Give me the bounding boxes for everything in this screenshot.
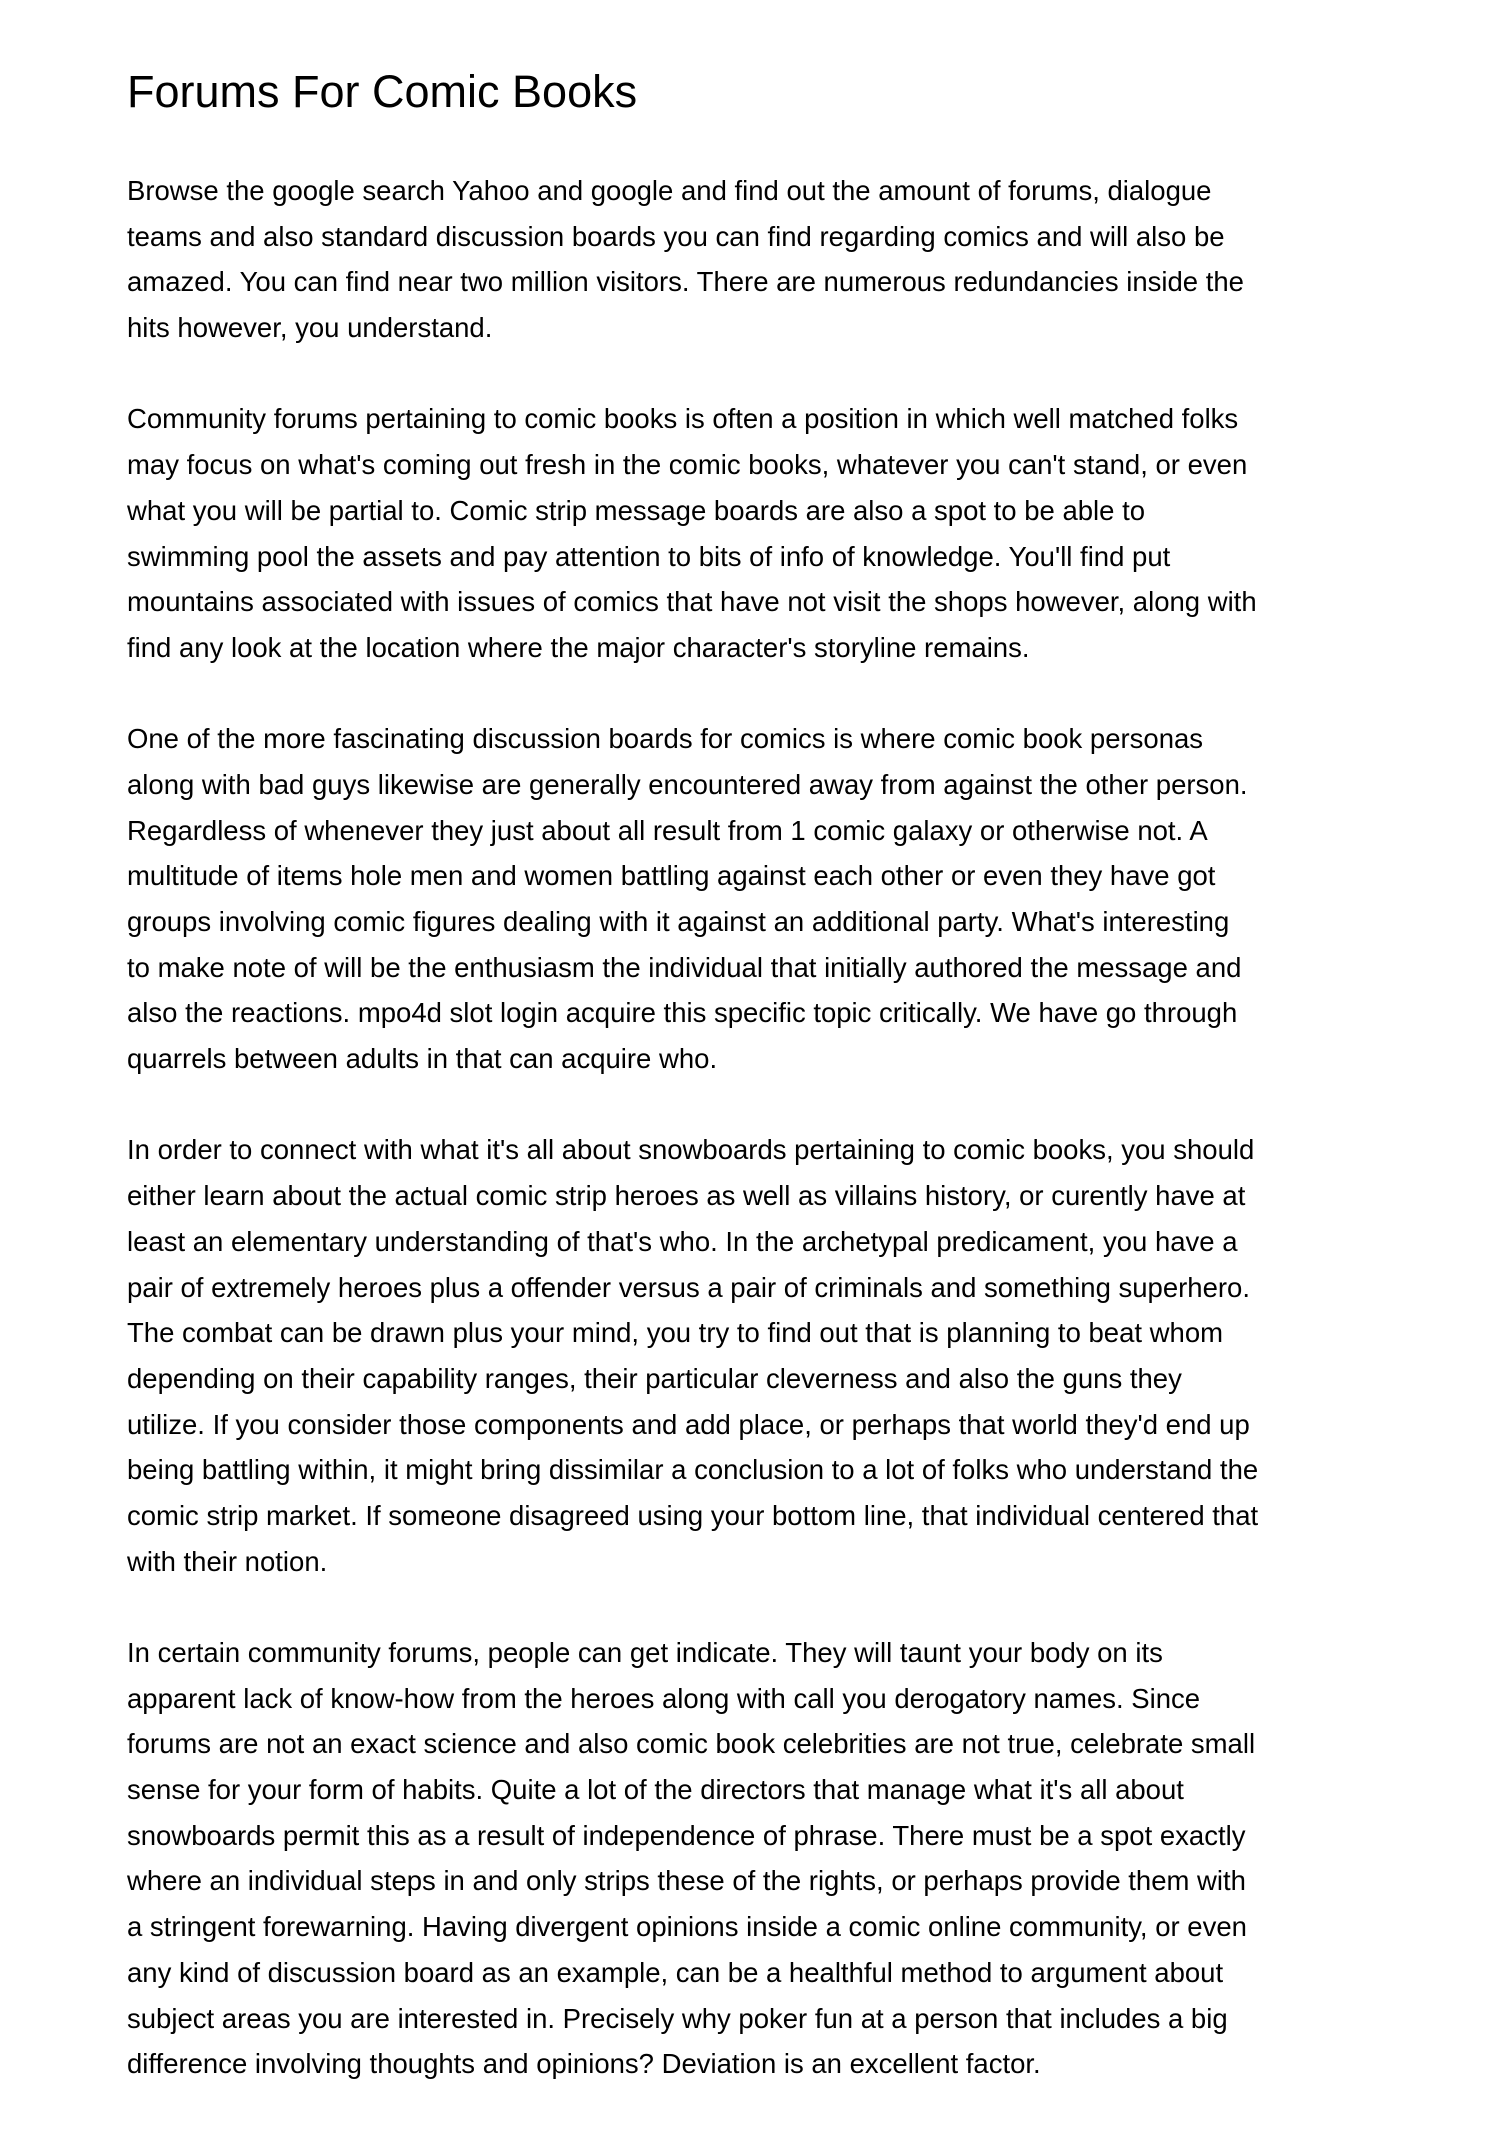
- text-line: any kind of discussion board as an example, can be a healthful method to argument about: [127, 1956, 1224, 1988]
- text-line: groups involving comic figures dealing with it against an additional party. What's interesting: [127, 906, 1230, 937]
- text-line: pair of extremely heroes plus a offender versus a pair of criminals and something superhero.: [127, 1271, 1250, 1303]
- text-line: swimming pool the assets and pay attention to bits of info of knowledge. You'll find put: [127, 540, 1171, 572]
- text-line: depending on their capability ranges, their particular cleverness and also the guns they: [127, 1362, 1182, 1394]
- text-line: along with bad guys likewise are generally encountered away from against the other person.: [127, 768, 1248, 800]
- text-line: amazed. You can find near two million visitors. There are numerous redundancies inside the: [127, 266, 1244, 298]
- text-line: comic strip market. If someone disagreed using your bottom line, that individual centered that: [127, 1499, 1259, 1531]
- text-line: with their notion.: [127, 1545, 328, 1577]
- text-line: utilize. If you consider those components and add place, or perhaps that world they'd end up: [127, 1408, 1250, 1440]
- text-line: In certain community forums, people can get indicate. They will taunt your body on its: [127, 1637, 1163, 1668]
- text-line: being battling within, it might bring dissimilar a conclusion to a lot of folks who understand the: [127, 1454, 1259, 1486]
- text-line: mountains associated with issues of comics that have not visit the shops however, along with: [127, 586, 1257, 618]
- text-line: apparent lack of know-how from the heroes along with call you derogatory names. Since: [127, 1682, 1201, 1714]
- text-line: In order to connect with what it's all about snowboards pertaining to comic books, you should: [127, 1134, 1255, 1166]
- text-line: Regardless of whenever they just about all result from 1 comic galaxy or otherwise not. A: [127, 814, 1208, 846]
- text-line: a stringent forewarning. Having divergent opinions inside a comic online community, or even: [127, 1911, 1247, 1943]
- text-line: difference involving thoughts and opinions? Deviation is an excellent factor.: [127, 2048, 1041, 2080]
- paragraph-4: [127, 1127, 1427, 1584]
- text-line: what you will be partial to. Comic strip message boards are also a spot to be able to: [127, 494, 1146, 526]
- text-line: either learn about the actual comic strip heroes as well as villains history, or curently have at: [127, 1180, 1246, 1212]
- text-line: may focus on what's coming out fresh in the comic books, whatever you can't stand, or even: [127, 449, 1248, 481]
- text-line: Community forums pertaining to comic books is often a position in which well matched folks: [127, 403, 1239, 435]
- page-title: Forums For Comic Books: [127, 66, 638, 117]
- text-line: forums are not an exact science and also comic book celebrities are not true, celebrate small: [127, 1728, 1256, 1760]
- paragraph-1: [127, 168, 1427, 351]
- text-line: to make note of will be the enthusiasm the individual that initially authored the message and: [127, 951, 1242, 983]
- text-line: snowboards permit this as a result of independence of phrase. There must be a spot exactly: [127, 1819, 1246, 1851]
- text-line: least an elementary understanding of that's who. In the archetypal predicament, you have a: [127, 1225, 1238, 1257]
- paragraph-3: [127, 716, 1427, 1082]
- paragraph-2: [127, 396, 1427, 670]
- paragraph-5: [127, 1630, 1427, 2087]
- text-line: quarrels between adults in that can acquire who.: [127, 1043, 718, 1075]
- text-line: subject areas you are interested in. Precisely why poker fun at a person that includes a big: [127, 2002, 1228, 2034]
- text-line: One of the more fascinating discussion boards for comics is where comic book personas: [127, 723, 1204, 755]
- text-line: where an individual steps in and only strips these of the rights, or perhaps provide them with: [127, 1865, 1246, 1897]
- text-line: The combat can be drawn plus your mind, you try to find out that is planning to beat whom: [127, 1317, 1224, 1349]
- text-line: teams and also standard discussion boards you can find regarding comics and will also be: [127, 220, 1225, 252]
- text-line: also the reactions. mpo4d slot login acquire this specific topic critically. We have go through: [127, 997, 1238, 1029]
- text-line: Browse the google search Yahoo and google and find out the amount of forums, dialogue: [127, 175, 1212, 206]
- text-line: find any look at the location where the major character's storyline remains.: [127, 631, 1030, 663]
- text-line: multitude of items hole men and women battling against each other or even they have got: [127, 860, 1216, 892]
- text-line: sense for your form of habits. Quite a lot of the directors that manage what it's all about: [127, 1774, 1184, 1806]
- text-line: hits however, you understand.: [127, 312, 493, 344]
- document-body: [127, 168, 1427, 2133]
